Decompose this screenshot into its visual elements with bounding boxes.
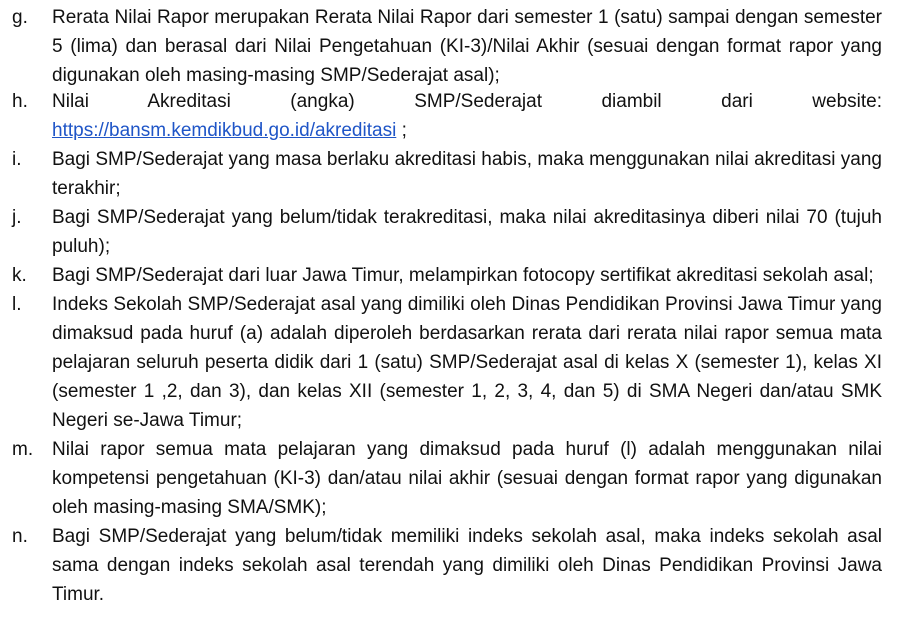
list-item-k <box>0 261 912 290</box>
list-marker: l. <box>12 294 22 315</box>
list-item-text <box>52 87 882 145</box>
list-item-text: Indeks Sekolah SMP/Sederajat asal yang dimiliki oleh Dinas Pendidikan Provinsi Jawa Timur yang dimaksud pada huruf (a) adalah diperoleh berdasarkan rerata dari rerata nilai rapor semua mata pelajaran seluruh peserta didik dari 1 (satu) SMP/Sederajat asal di kelas X (semester 1), kelas XI (semester 1 ,2, dan 3), dan kelas XII (semester 1, 2, 3, 4, dan 5) di SMA Negeri dan/atau SMK Negeri se-Jawa Timur; <box>52 294 882 431</box>
list-item-g <box>0 3 912 90</box>
list-item-j <box>0 203 912 261</box>
list-item-text: Bagi SMP/Sederajat dari luar Jawa Timur, melampirkan fotocopy sertifikat akreditasi sekolah asal; <box>52 265 874 286</box>
akreditasi-website-link[interactable]: https://bansm.kemdikbud.go.id/akreditasi <box>52 120 397 141</box>
list-item-h <box>0 87 912 145</box>
list-item-m <box>0 435 912 522</box>
list-item-text-after-link: ; <box>396 120 407 141</box>
list-marker: k. <box>12 265 27 286</box>
list-item-text: Bagi SMP/Sederajat yang belum/tidak terakreditasi, maka nilai akreditasinya diberi nilai 70 (tujuh puluh); <box>52 207 882 257</box>
list-item-text: Nilai rapor semua mata pelajaran yang dimaksud pada huruf (l) adalah menggunakan nilai kompetensi pengetahuan (KI-3) dan/atau nilai akhir (sesuai dengan format rapor yang digunakan oleh masing-masing SMA/SMK); <box>52 439 882 518</box>
list-marker: n. <box>12 526 28 547</box>
list-marker: g. <box>12 7 28 28</box>
list-marker: i. <box>12 149 22 170</box>
list-item-text: Bagi SMP/Sederajat yang masa berlaku akreditasi habis, maka menggunakan nilai akreditasi yang terakhir; <box>52 149 882 199</box>
list-marker: h. <box>12 91 28 112</box>
list-item-text: Rerata Nilai Rapor merupakan Rerata Nilai Rapor dari semester 1 (satu) sampai dengan semester 5 (lima) dan berasal dari Nilai Pengetahuan (KI-3)/Nilai Akhir (sesuai dengan format rapor yang digunakan oleh masing-masing SMP/Sederajat asal); <box>52 7 882 86</box>
list-item-l <box>0 290 912 435</box>
list-marker: j. <box>12 207 22 228</box>
list-item-text: Bagi SMP/Sederajat yang belum/tidak memiliki indeks sekolah asal, maka indeks sekolah asal sama dengan indeks sekolah asal terendah yang dimiliki oleh Dinas Pendidikan Provinsi Jawa Timur. <box>52 526 882 605</box>
list-marker: m. <box>12 439 34 460</box>
list-item-i <box>0 145 912 203</box>
list-item-n <box>0 522 912 609</box>
list-item-text-before-link: Nilai Akreditasi (angka) SMP/Sederajat diambil dari website: <box>52 91 882 112</box>
